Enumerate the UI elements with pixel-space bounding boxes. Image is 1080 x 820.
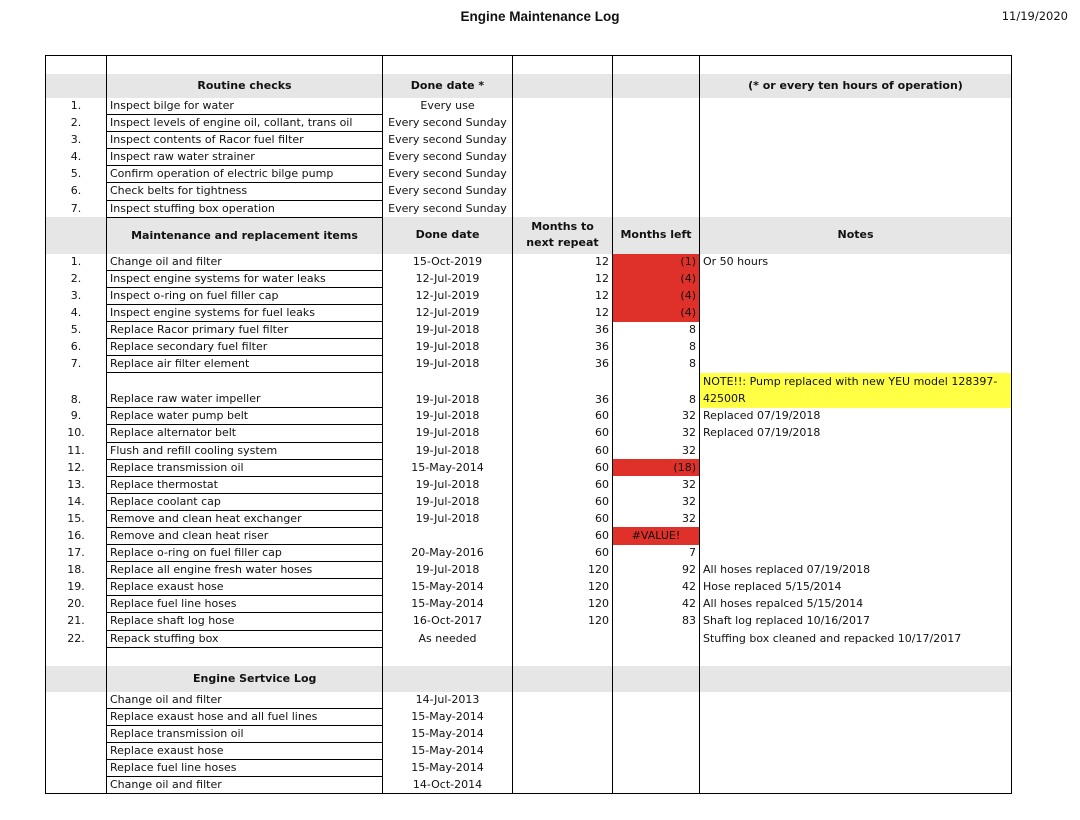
row-number[interactable]: 4. [46,304,107,321]
empty-cell[interactable] [513,132,613,149]
maintenance-row [46,459,1012,476]
empty-cell[interactable] [613,183,700,200]
row-number[interactable]: 14. [46,493,107,510]
months-left[interactable]: 42 [613,579,700,596]
empty-cell[interactable] [700,742,1012,759]
months-to-repeat[interactable]: 120 [513,613,613,630]
service-header-row [46,666,1012,692]
done-date[interactable]: 19-Jul-2018 [383,339,513,356]
header-cell[interactable] [46,74,107,98]
months-left[interactable]: 8 [613,373,700,408]
maintenance-row [46,476,1012,493]
months-to-repeat[interactable]: 60 [513,408,613,425]
empty-cell[interactable] [46,725,107,742]
done-date[interactable]: 19-Jul-2018 [383,562,513,579]
header-cell[interactable] [613,74,700,98]
done-date-header[interactable]: Done date * [383,74,513,98]
empty-cell[interactable] [700,115,1012,132]
maintenance-row [46,493,1012,510]
empty-cell[interactable] [700,98,1012,115]
routine-row [46,200,1012,217]
months-to-repeat[interactable]: 12 [513,287,613,304]
months-left[interactable]: (4) [613,287,700,304]
maintenance-item[interactable]: Repack stuffing box [107,630,383,647]
check-item[interactable]: Inspect contents of Racor fuel filter [107,132,383,149]
months-to-repeat[interactable]: 60 [513,545,613,562]
service-date[interactable]: 15-May-2014 [383,725,513,742]
empty-cell[interactable] [513,166,613,183]
maintenance-row [46,596,1012,613]
maintenance-log-table [45,55,1012,794]
service-date[interactable]: 15-May-2014 [383,708,513,725]
months-to-repeat[interactable]: 120 [513,596,613,613]
maintenance-row [46,579,1012,596]
row-number[interactable]: 6. [46,339,107,356]
header-cell[interactable] [513,74,613,98]
done-date[interactable]: 15-May-2014 [383,459,513,476]
empty-cell[interactable] [513,760,613,777]
done-date[interactable]: 19-Jul-2018 [383,322,513,339]
done-date[interactable]: 19-Jul-2018 [383,442,513,459]
header-cell[interactable] [700,666,1012,692]
maintenance-row [46,304,1012,321]
empty-cell[interactable] [700,725,1012,742]
empty-cell[interactable] [700,777,1012,794]
note[interactable]: Replaced 07/19/2018 [700,408,1012,425]
maintenance-item[interactable]: Change oil and filter [107,254,383,271]
maintenance-row [46,442,1012,459]
routine-row [46,115,1012,132]
done-date-header[interactable]: Done date [383,217,513,254]
maintenance-row [46,510,1012,527]
maintenance-item[interactable]: Inspect engine systems for water leaks [107,270,383,287]
done-date[interactable] [383,527,513,544]
row-number[interactable]: 6. [46,183,107,200]
footnote-header[interactable]: (* or every ten hours of operation) [700,74,1012,98]
service-row [46,742,1012,759]
months-left[interactable]: #VALUE! [613,527,700,544]
maintenance-item[interactable]: Inspect o-ring on fuel filler cap [107,287,383,304]
months-to-repeat[interactable]: 36 [513,373,613,408]
page-title: Engine Maintenance Log [460,9,620,24]
header-cell[interactable] [46,666,107,692]
empty-cell[interactable] [613,708,700,725]
maintenance-item[interactable]: Replace exaust hose [107,579,383,596]
check-frequency[interactable]: Every second Sunday [383,183,513,200]
empty-cell[interactable] [513,115,613,132]
check-frequency[interactable]: Every second Sunday [383,166,513,183]
row-number[interactable]: 1. [46,98,107,115]
months-left[interactable]: (4) [613,304,700,321]
months-to-repeat[interactable]: 12 [513,304,613,321]
row-number[interactable]: 15. [46,510,107,527]
blank-cell[interactable] [613,56,700,75]
maintenance-row [46,356,1012,373]
done-date[interactable]: 12-Jul-2019 [383,304,513,321]
done-date[interactable]: 20-May-2016 [383,545,513,562]
empty-cell[interactable] [46,708,107,725]
done-date[interactable]: 19-Jul-2018 [383,356,513,373]
row-number[interactable]: 3. [46,287,107,304]
empty-cell[interactable] [700,166,1012,183]
maintenance-item[interactable]: Remove and clean heat riser [107,527,383,544]
maintenance-row [46,425,1012,442]
maintenance-row [46,339,1012,356]
row-number[interactable]: 18. [46,562,107,579]
maintenance-item[interactable]: Replace coolant cap [107,493,383,510]
maintenance-row [46,322,1012,339]
months-to-repeat[interactable] [513,630,613,647]
note[interactable] [700,459,1012,476]
empty-cell[interactable] [513,149,613,166]
done-date[interactable]: 15-Oct-2019 [383,254,513,271]
check-frequency[interactable]: Every use [383,98,513,115]
done-date[interactable]: As needed [383,630,513,647]
empty-cell[interactable] [513,98,613,115]
service-date[interactable]: 14-Oct-2014 [383,777,513,794]
note[interactable] [700,322,1012,339]
empty-cell[interactable] [513,777,613,794]
empty-cell[interactable] [700,132,1012,149]
maintenance-item[interactable]: Inspect engine systems for fuel leaks [107,304,383,321]
done-date[interactable]: 15-May-2014 [383,579,513,596]
months-left[interactable]: 8 [613,339,700,356]
note[interactable]: NOTE!!: Pump replaced with new YEU model 128397-42500R [700,373,1012,408]
months-left[interactable]: 92 [613,562,700,579]
row-number[interactable]: 7. [46,356,107,373]
done-date[interactable]: 19-Jul-2018 [383,408,513,425]
header-cell[interactable] [46,217,107,254]
months-to-repeat[interactable]: 60 [513,493,613,510]
blank-cell[interactable] [46,647,107,666]
empty-cell[interactable] [513,708,613,725]
empty-cell[interactable] [513,200,613,217]
blank-cell[interactable] [513,56,613,75]
note[interactable] [700,304,1012,321]
row-number[interactable]: 5. [46,322,107,339]
months-to-repeat[interactable]: 60 [513,476,613,493]
empty-cell[interactable] [613,149,700,166]
empty-cell[interactable] [613,760,700,777]
months-to-repeat[interactable]: 60 [513,442,613,459]
maintenance-row [46,562,1012,579]
row-number[interactable]: 2. [46,270,107,287]
row-number[interactable]: 19. [46,579,107,596]
header-cell[interactable] [513,666,613,692]
check-item[interactable]: Inspect stuffing box operation [107,200,383,217]
note[interactable]: Replaced 07/19/2018 [700,425,1012,442]
months-left[interactable]: 32 [613,510,700,527]
empty-cell[interactable] [613,777,700,794]
empty-cell[interactable] [46,760,107,777]
empty-cell[interactable] [613,166,700,183]
print-date: 11/19/2020 [1001,9,1068,23]
note[interactable] [700,510,1012,527]
months-left[interactable] [613,630,700,647]
maintenance-header-row [46,217,1012,254]
blank-cell[interactable] [383,647,513,666]
row-number[interactable]: 12. [46,459,107,476]
months-to-repeat[interactable]: 36 [513,339,613,356]
service-row [46,760,1012,777]
row-number[interactable]: 13. [46,476,107,493]
blank-cell[interactable] [513,647,613,666]
maintenance-row [46,630,1012,647]
note[interactable] [700,476,1012,493]
maintenance-row [46,287,1012,304]
service-date[interactable]: 15-May-2014 [383,742,513,759]
done-date[interactable]: 19-Jul-2018 [383,373,513,408]
empty-cell[interactable] [700,149,1012,166]
row-number[interactable]: 2. [46,115,107,132]
empty-cell[interactable] [613,115,700,132]
routine-checks-header[interactable]: Routine checks [107,74,383,98]
row-number[interactable]: 1. [46,254,107,271]
months-left[interactable]: 32 [613,425,700,442]
maintenance-item[interactable]: Replace transmission oil [107,459,383,476]
empty-cell[interactable] [613,742,700,759]
service-date[interactable]: 15-May-2014 [383,760,513,777]
months-to-repeat[interactable]: 60 [513,459,613,476]
maintenance-item[interactable]: Replace shaft log hose [107,613,383,630]
routine-row [46,98,1012,115]
check-item[interactable]: Inspect bilge for water [107,98,383,115]
service-log-header[interactable]: Engine Sertvice Log [107,666,383,692]
months-left[interactable]: 32 [613,476,700,493]
routine-row [46,183,1012,200]
blank-cell[interactable] [700,56,1012,75]
empty-cell[interactable] [513,725,613,742]
check-frequency[interactable]: Every second Sunday [383,149,513,166]
service-item[interactable]: Replace transmission oil [107,725,383,742]
service-date[interactable]: 14-Jul-2013 [383,692,513,709]
empty-cell[interactable] [613,200,700,217]
maintenance-row [46,270,1012,287]
blank-cell[interactable] [46,56,107,75]
blank-row [46,647,1012,666]
check-frequency[interactable]: Every second Sunday [383,115,513,132]
empty-cell[interactable] [46,777,107,794]
months-left[interactable]: (4) [613,270,700,287]
months-left[interactable]: 83 [613,613,700,630]
maintenance-row [46,373,1012,408]
done-date[interactable]: 19-Jul-2018 [383,476,513,493]
row-number[interactable]: 7. [46,200,107,217]
check-item[interactable]: Inspect raw water strainer [107,149,383,166]
note[interactable] [700,356,1012,373]
months-left[interactable]: 32 [613,493,700,510]
blank-cell[interactable] [107,647,383,666]
maintenance-item[interactable]: Replace water pump belt [107,408,383,425]
maintenance-item[interactable]: Flush and refill cooling system [107,442,383,459]
empty-cell[interactable] [700,708,1012,725]
maintenance-row [46,545,1012,562]
months-left[interactable]: 42 [613,596,700,613]
row-number[interactable]: 16. [46,527,107,544]
notes-header[interactable]: Notes [700,217,1012,254]
months-to-repeat[interactable]: 36 [513,322,613,339]
maintenance-item[interactable]: Replace thermostat [107,476,383,493]
header-cell[interactable] [383,666,513,692]
note[interactable]: All hoses replaced 07/19/2018 [700,562,1012,579]
months-left[interactable]: 32 [613,408,700,425]
months-left[interactable]: 8 [613,322,700,339]
service-item[interactable]: Replace fuel line hoses [107,760,383,777]
maintenance-item[interactable]: Replace Racor primary fuel filter [107,322,383,339]
check-item[interactable]: Confirm operation of electric bilge pump [107,166,383,183]
check-frequency[interactable]: Every second Sunday [383,132,513,149]
row-number[interactable]: 8. [46,373,107,408]
empty-cell[interactable] [613,98,700,115]
maintenance-item[interactable]: Replace secondary fuel filter [107,339,383,356]
note[interactable] [700,287,1012,304]
service-item[interactable]: Replace exaust hose [107,742,383,759]
note[interactable]: Or 50 hours [700,254,1012,271]
row-number[interactable]: 22. [46,630,107,647]
months-left[interactable]: 32 [613,442,700,459]
maintenance-items-header[interactable]: Maintenance and replacement items [107,217,383,254]
empty-cell[interactable] [513,692,613,709]
maintenance-item[interactable]: Replace o-ring on fuel filler cap [107,545,383,562]
empty-cell[interactable] [613,725,700,742]
done-date[interactable]: 19-Jul-2018 [383,510,513,527]
note[interactable]: Stuffing box cleaned and repacked 10/17/2017 [700,630,1012,647]
row-number[interactable]: 5. [46,166,107,183]
check-frequency[interactable]: Every second Sunday [383,200,513,217]
row-number[interactable]: 9. [46,408,107,425]
months-left-header[interactable]: Months left [613,217,700,254]
maintenance-row [46,408,1012,425]
months-to-repeat[interactable]: 120 [513,562,613,579]
note[interactable]: All hoses repalced 5/15/2014 [700,596,1012,613]
empty-cell[interactable] [46,692,107,709]
done-date[interactable]: 19-Jul-2018 [383,493,513,510]
maintenance-row [46,527,1012,544]
months-to-repeat[interactable]: 120 [513,579,613,596]
done-date[interactable]: 19-Jul-2018 [383,425,513,442]
empty-cell[interactable] [700,760,1012,777]
done-date[interactable]: 15-May-2014 [383,596,513,613]
maintenance-row [46,613,1012,630]
blank-row [46,56,1012,75]
blank-cell[interactable] [613,647,700,666]
empty-cell[interactable] [513,183,613,200]
months-to-repeat[interactable]: 12 [513,270,613,287]
empty-cell[interactable] [700,183,1012,200]
blank-cell[interactable] [107,56,383,75]
blank-cell[interactable] [700,647,1012,666]
done-date[interactable]: 12-Jul-2019 [383,270,513,287]
months-to-repeat-header[interactable]: Months to next repeat [513,217,613,254]
maintenance-item[interactable]: Remove and clean heat exchanger [107,510,383,527]
empty-cell[interactable] [513,742,613,759]
routine-header-row [46,74,1012,98]
service-item[interactable]: Change oil and filter [107,777,383,794]
service-row [46,725,1012,742]
note[interactable] [700,339,1012,356]
empty-cell[interactable] [613,692,700,709]
note[interactable] [700,545,1012,562]
months-left[interactable]: (1) [613,254,700,271]
maintenance-row [46,254,1012,271]
empty-cell[interactable] [700,692,1012,709]
row-number[interactable]: 3. [46,132,107,149]
done-date[interactable]: 12-Jul-2019 [383,287,513,304]
maintenance-item[interactable]: Replace all engine fresh water hoses [107,562,383,579]
routine-row [46,149,1012,166]
months-to-repeat[interactable]: 60 [513,527,613,544]
maintenance-item[interactable]: Replace fuel line hoses [107,596,383,613]
months-left[interactable]: (18) [613,459,700,476]
row-number[interactable]: 20. [46,596,107,613]
maintenance-item[interactable]: Replace raw water impeller [107,373,383,408]
routine-row [46,166,1012,183]
months-left[interactable]: 7 [613,545,700,562]
row-number[interactable]: 4. [46,149,107,166]
service-row [46,777,1012,794]
service-item[interactable]: Change oil and filter [107,692,383,709]
routine-row [46,132,1012,149]
done-date[interactable]: 16-Oct-2017 [383,613,513,630]
service-row [46,708,1012,725]
months-to-repeat[interactable]: 60 [513,425,613,442]
check-item[interactable]: Check belts for tightness [107,183,383,200]
months-to-repeat[interactable]: 60 [513,510,613,527]
row-number[interactable]: 10. [46,425,107,442]
row-number[interactable]: 21. [46,613,107,630]
note[interactable]: Shaft log replaced 10/16/2017 [700,613,1012,630]
empty-cell[interactable] [46,742,107,759]
note[interactable] [700,442,1012,459]
row-number[interactable]: 11. [46,442,107,459]
check-item[interactable]: Inspect levels of engine oil, collant, trans oil [107,115,383,132]
header-cell[interactable] [613,666,700,692]
months-left[interactable]: 8 [613,356,700,373]
service-item[interactable]: Replace exaust hose and all fuel lines [107,708,383,725]
empty-cell[interactable] [613,132,700,149]
note[interactable] [700,493,1012,510]
service-row [46,692,1012,709]
empty-cell[interactable] [700,200,1012,217]
maintenance-item[interactable]: Replace air filter element [107,356,383,373]
months-to-repeat[interactable]: 36 [513,356,613,373]
note[interactable] [700,270,1012,287]
note[interactable]: Hose replaced 5/15/2014 [700,579,1012,596]
months-to-repeat[interactable]: 12 [513,254,613,271]
note[interactable] [700,527,1012,544]
row-number[interactable]: 17. [46,545,107,562]
blank-cell[interactable] [383,56,513,75]
maintenance-item[interactable]: Replace alternator belt [107,425,383,442]
